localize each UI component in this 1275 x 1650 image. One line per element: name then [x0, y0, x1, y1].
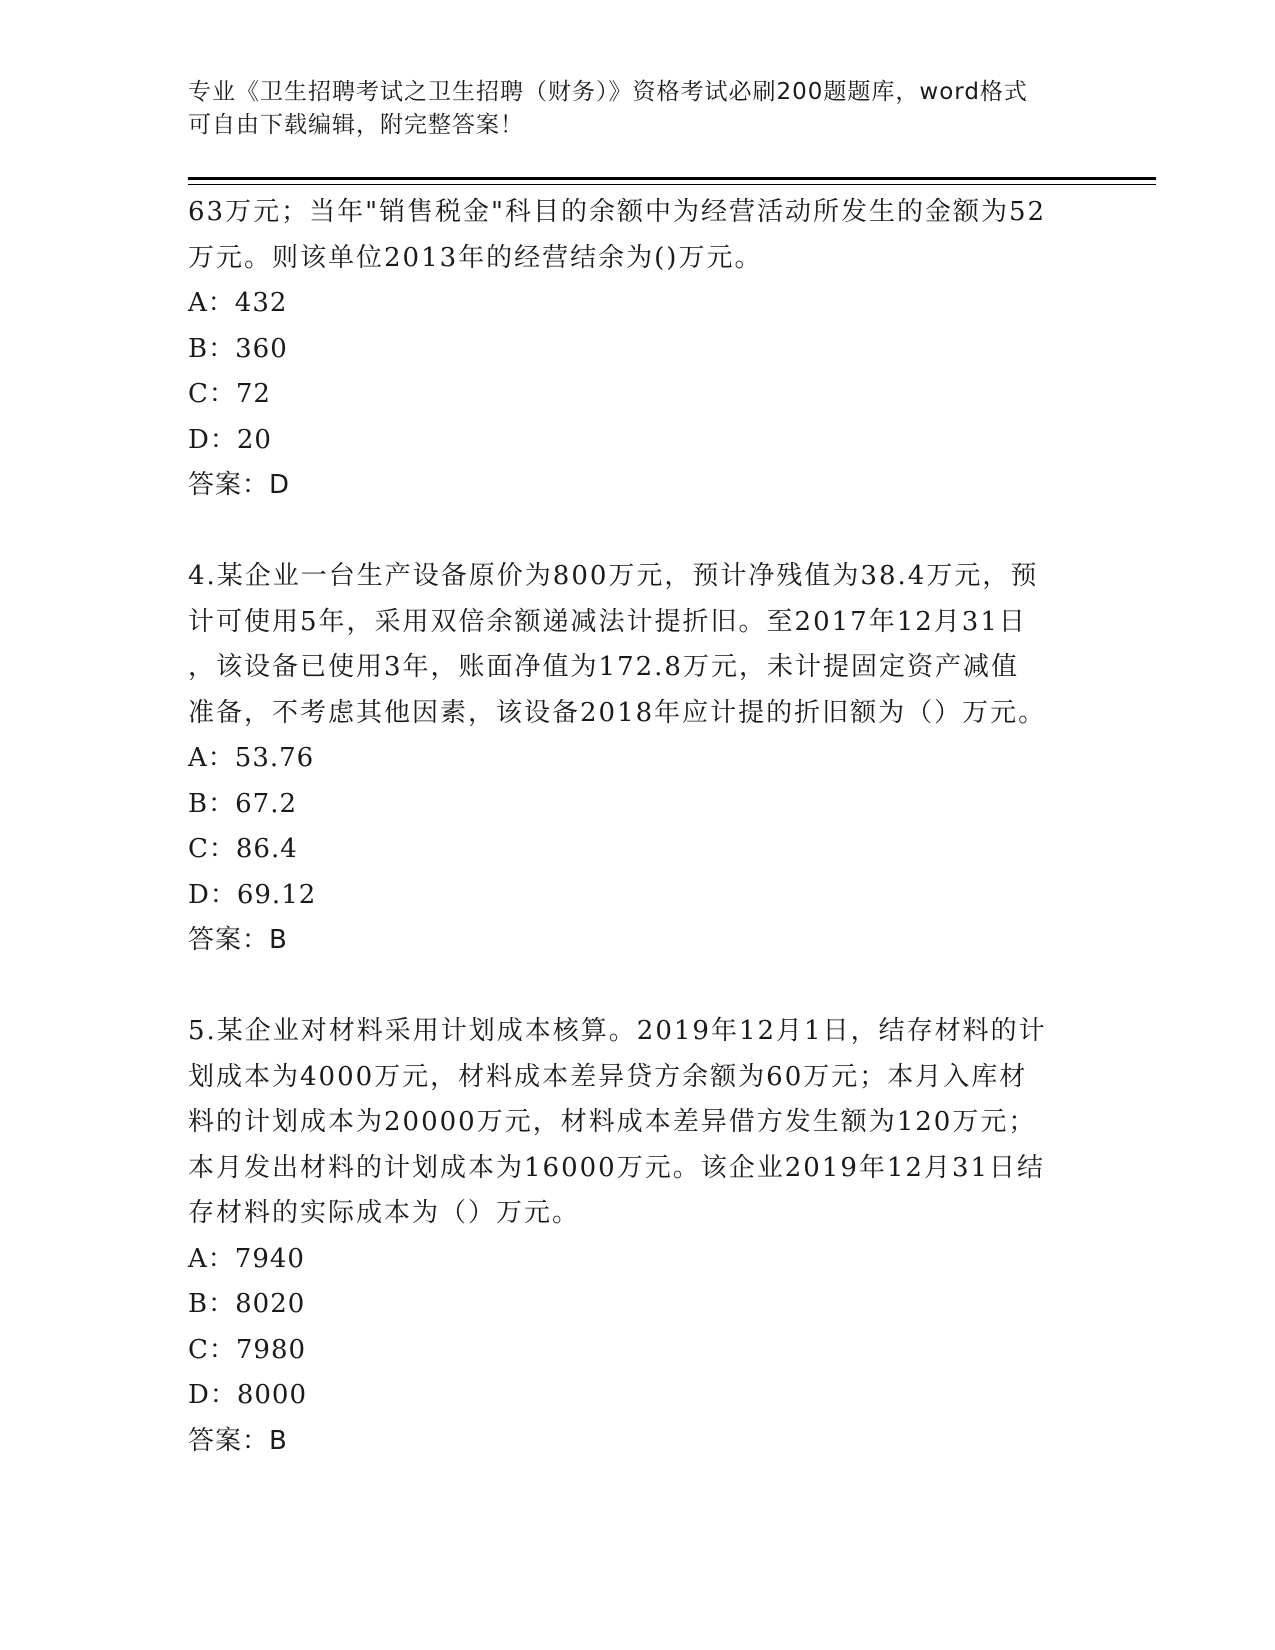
question-4 — [188, 554, 1088, 964]
option-a: A：432 — [188, 288, 288, 318]
header-line-2: 可自由下载编辑，附完整答案！ — [188, 112, 524, 138]
option-c: C：7980 — [188, 1334, 307, 1365]
answer-line: 答案：B — [188, 925, 288, 955]
option-a: A：7940 — [188, 1243, 305, 1274]
page-header — [188, 76, 1068, 142]
question-text-line: 5.某企业对材料采用计划成本核算。2019年12月1日，结存材料的计 — [188, 1016, 1047, 1046]
answer-line: 答案：B — [188, 1425, 288, 1456]
option-a: A：53.76 — [188, 743, 315, 773]
question-3 — [188, 190, 1088, 509]
question-text-line: 万元。则该单位2013年的经营结余为()万元。 — [188, 242, 763, 273]
option-b: B：360 — [188, 333, 288, 364]
question-text-line: 准备，不考虑其他因素，该设备2018年应计提的折旧额为（）万元。 — [188, 697, 1047, 728]
question-text-line: 料的计划成本为20000万元，材料成本差异借方发生额为120万元； — [188, 1107, 1037, 1137]
question-text-line: ，该设备已使用3年，账面净值为172.8万元，未计提固定资产减值 — [188, 652, 1019, 682]
question-text-line: 63万元；当年"销售税金"科目的余额中为经营活动所发生的金额为52 — [188, 197, 1047, 227]
question-text-line: 计可使用5年，采用双倍余额递减法计提折旧。至2017年12月31日 — [188, 606, 1027, 637]
question-text-line: 划成本为4000万元，材料成本差异贷方余额为60万元；本月入库材 — [188, 1061, 1028, 1092]
option-c: C：72 — [188, 379, 271, 409]
option-d: D：69.12 — [188, 879, 317, 910]
answer-line: 答案：D — [188, 470, 291, 500]
option-c: C：86.4 — [188, 834, 298, 864]
question-5 — [188, 1009, 1088, 1464]
header-line-1: 专业《卫生招聘考试之卫生招聘（财务）》资格考试必刷200题题库，word格式 — [188, 79, 1028, 105]
question-text-line: 本月发出材料的计划成本为16000万元。该企业2019年12月31日结 — [188, 1152, 1046, 1183]
header-rule-thick — [188, 177, 1156, 180]
option-d: D：8000 — [188, 1380, 308, 1410]
header-rule-thin — [188, 184, 1156, 185]
option-b: B：8020 — [188, 1289, 306, 1319]
question-text-line: 4.某企业一台生产设备原价为800万元，预计净残值为38.4万元，预 — [188, 561, 1039, 591]
question-text-line: 存材料的实际成本为（）万元。 — [188, 1198, 581, 1228]
spacer — [188, 964, 1088, 1010]
question-content — [188, 190, 1088, 1464]
option-b: B：67.2 — [188, 788, 297, 819]
spacer — [188, 509, 1088, 555]
option-d: D：20 — [188, 424, 272, 455]
